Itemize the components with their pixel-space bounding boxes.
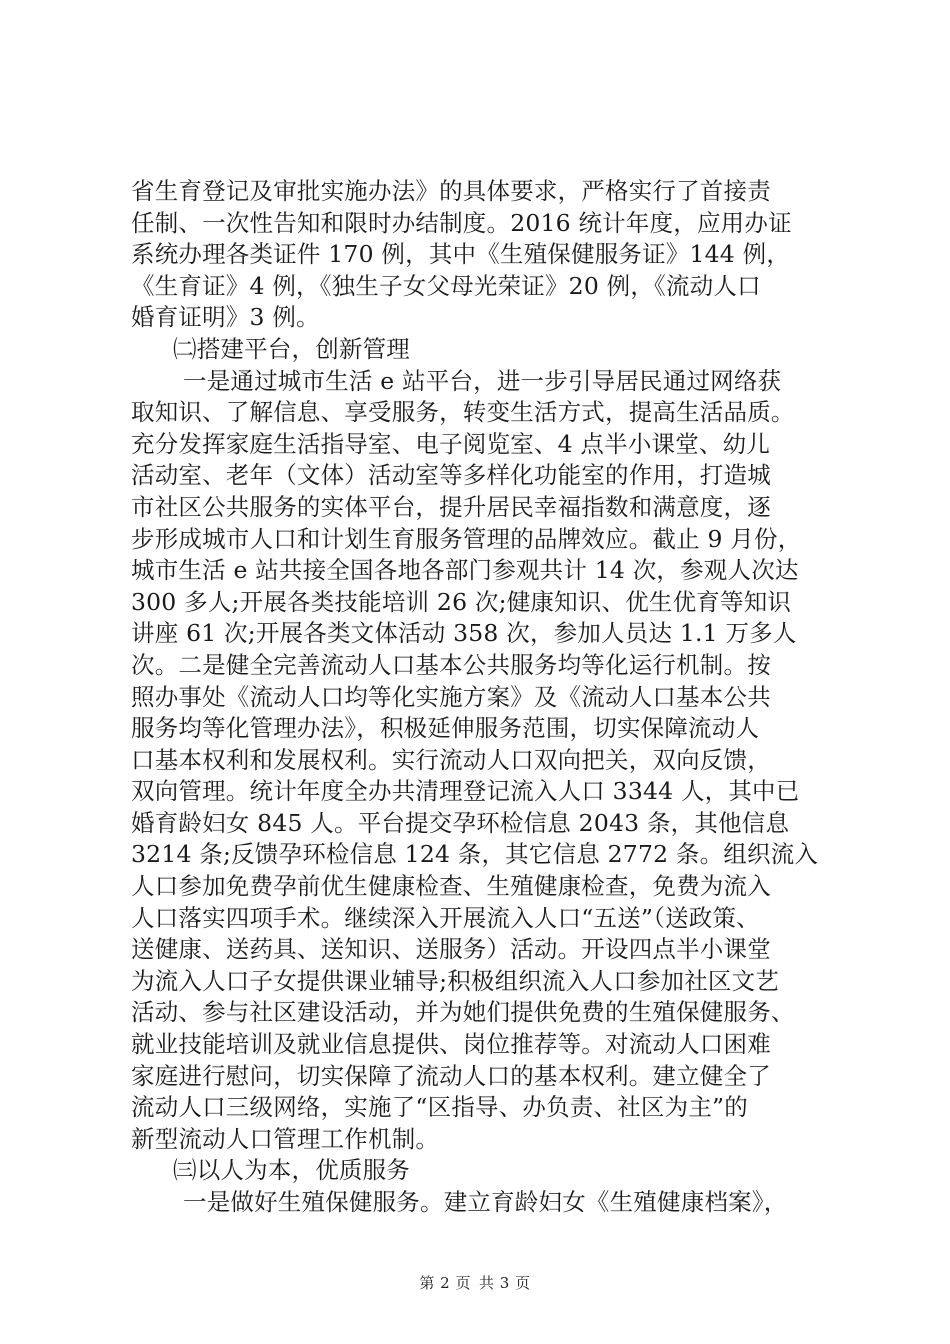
text-line: 人口参加免费孕前优生健康检查、生殖健康检查，免费为流入 bbox=[131, 872, 771, 901]
text-line: 就业技能培训及就业信息提供、岗位推荐等。对流动人口困难 bbox=[131, 1030, 771, 1059]
text-line: 口基本权利和发展权利。实行流动人口双向把关，双向反馈， bbox=[131, 745, 771, 774]
page-number: 第 2 页 bbox=[419, 1274, 471, 1292]
page-footer bbox=[0, 1272, 950, 1293]
text-line: 家庭进行慰问，切实保障了流动人口的基本权利。建立健全了 bbox=[131, 1061, 771, 1090]
text-line: 新型流动人口管理工作机制。 bbox=[131, 1124, 440, 1153]
page-total: 共 3 页 bbox=[479, 1274, 531, 1292]
text-line: 双向管理。统计年度全办共清理登记流入人口 3344 人，其中已 bbox=[131, 777, 800, 806]
text-line: 系统办理各类证件 170 例，其中《生殖保健服务证》144 例， bbox=[131, 240, 791, 269]
text-line: 市社区公共服务的实体平台，提升居民幸福指数和满意度，逐 bbox=[131, 492, 771, 521]
text-line: 婚育证明》3 例。 bbox=[131, 303, 320, 332]
text-line: 充分发挥家庭生活指导室、电子阅览室、4 点半小课堂、幼儿 bbox=[131, 429, 771, 458]
text-line: 《生育证》4 例，《独生子女父母光荣证》20 例，《流动人口 bbox=[131, 271, 761, 300]
text-line: 为流入人口子女提供课业辅导;积极组织流入人口参加社区文艺 bbox=[131, 966, 780, 995]
document-body bbox=[131, 176, 837, 1219]
section-heading: ㈡搭建平台，创新管理 bbox=[173, 334, 410, 363]
text-line: 一是做好生殖保健服务。建立育龄妇女《生殖健康档案》， bbox=[183, 1188, 788, 1216]
text-line: 婚育龄妇女 845 人。平台提交孕环检信息 2043 条，其他信息 bbox=[131, 808, 790, 837]
text-line: 省生育登记及审批实施办法》的具体要求，严格实行了首接责 bbox=[131, 177, 771, 205]
text-line: 300 多人;开展各类技能培训 26 次;健康知识、优生优育等知识 bbox=[131, 587, 792, 616]
text-line: 服务均等化管理办法》，积极延伸服务范围，切实保障流动人 bbox=[131, 714, 760, 743]
text-line: 人口落实四项手术。继续深入开展流入人口“五送”（送政策、 bbox=[131, 903, 760, 932]
text-line: 取知识、了解信息、享受服务，转变生活方式，提高生活品质。 bbox=[131, 398, 795, 427]
text-line: 送健康、送药具、送知识、送服务）活动。开设四点半小课堂 bbox=[131, 935, 771, 964]
text-line: 照办事处《流动人口均等化实施方案》及《流动人口基本公共 bbox=[131, 682, 771, 711]
text-line: 任制、一次性告知和限时办结制度。2016 统计年度，应用办证 bbox=[131, 208, 792, 237]
text-line: 城市生活 e 站共接全国各地各部门参观共计 14 次，参观人次达 bbox=[131, 556, 799, 585]
section-heading: ㈢以人为本，优质服务 bbox=[173, 1156, 410, 1185]
text-line: 活动、参与社区建设活动，并为她们提供免费的生殖保健服务、 bbox=[131, 998, 795, 1027]
text-line: 活动室、老年（文体）活动室等多样化功能室的作用，打造城 bbox=[131, 461, 771, 490]
text-line: 一是通过城市生活 e 站平台，进一步引导居民通过网络获 bbox=[183, 366, 782, 395]
text-line: 3214 条;反馈孕环检信息 124 条，其它信息 2772 条。组织流入 bbox=[131, 840, 819, 869]
text-line: 次。二是健全完善流动人口基本公共服务均等化运行机制。按 bbox=[131, 650, 771, 679]
text-line: 讲座 61 次;开展各类文体活动 358 次，参加人员达 1.1 万多人 bbox=[131, 619, 797, 648]
text-line: 步形成城市人口和计划生育服务管理的品牌效应。截止 9 月份， bbox=[131, 524, 802, 553]
text-line: 流动人口三级网络，实施了“区指导、办负责、社区为主”的 bbox=[131, 1093, 748, 1122]
